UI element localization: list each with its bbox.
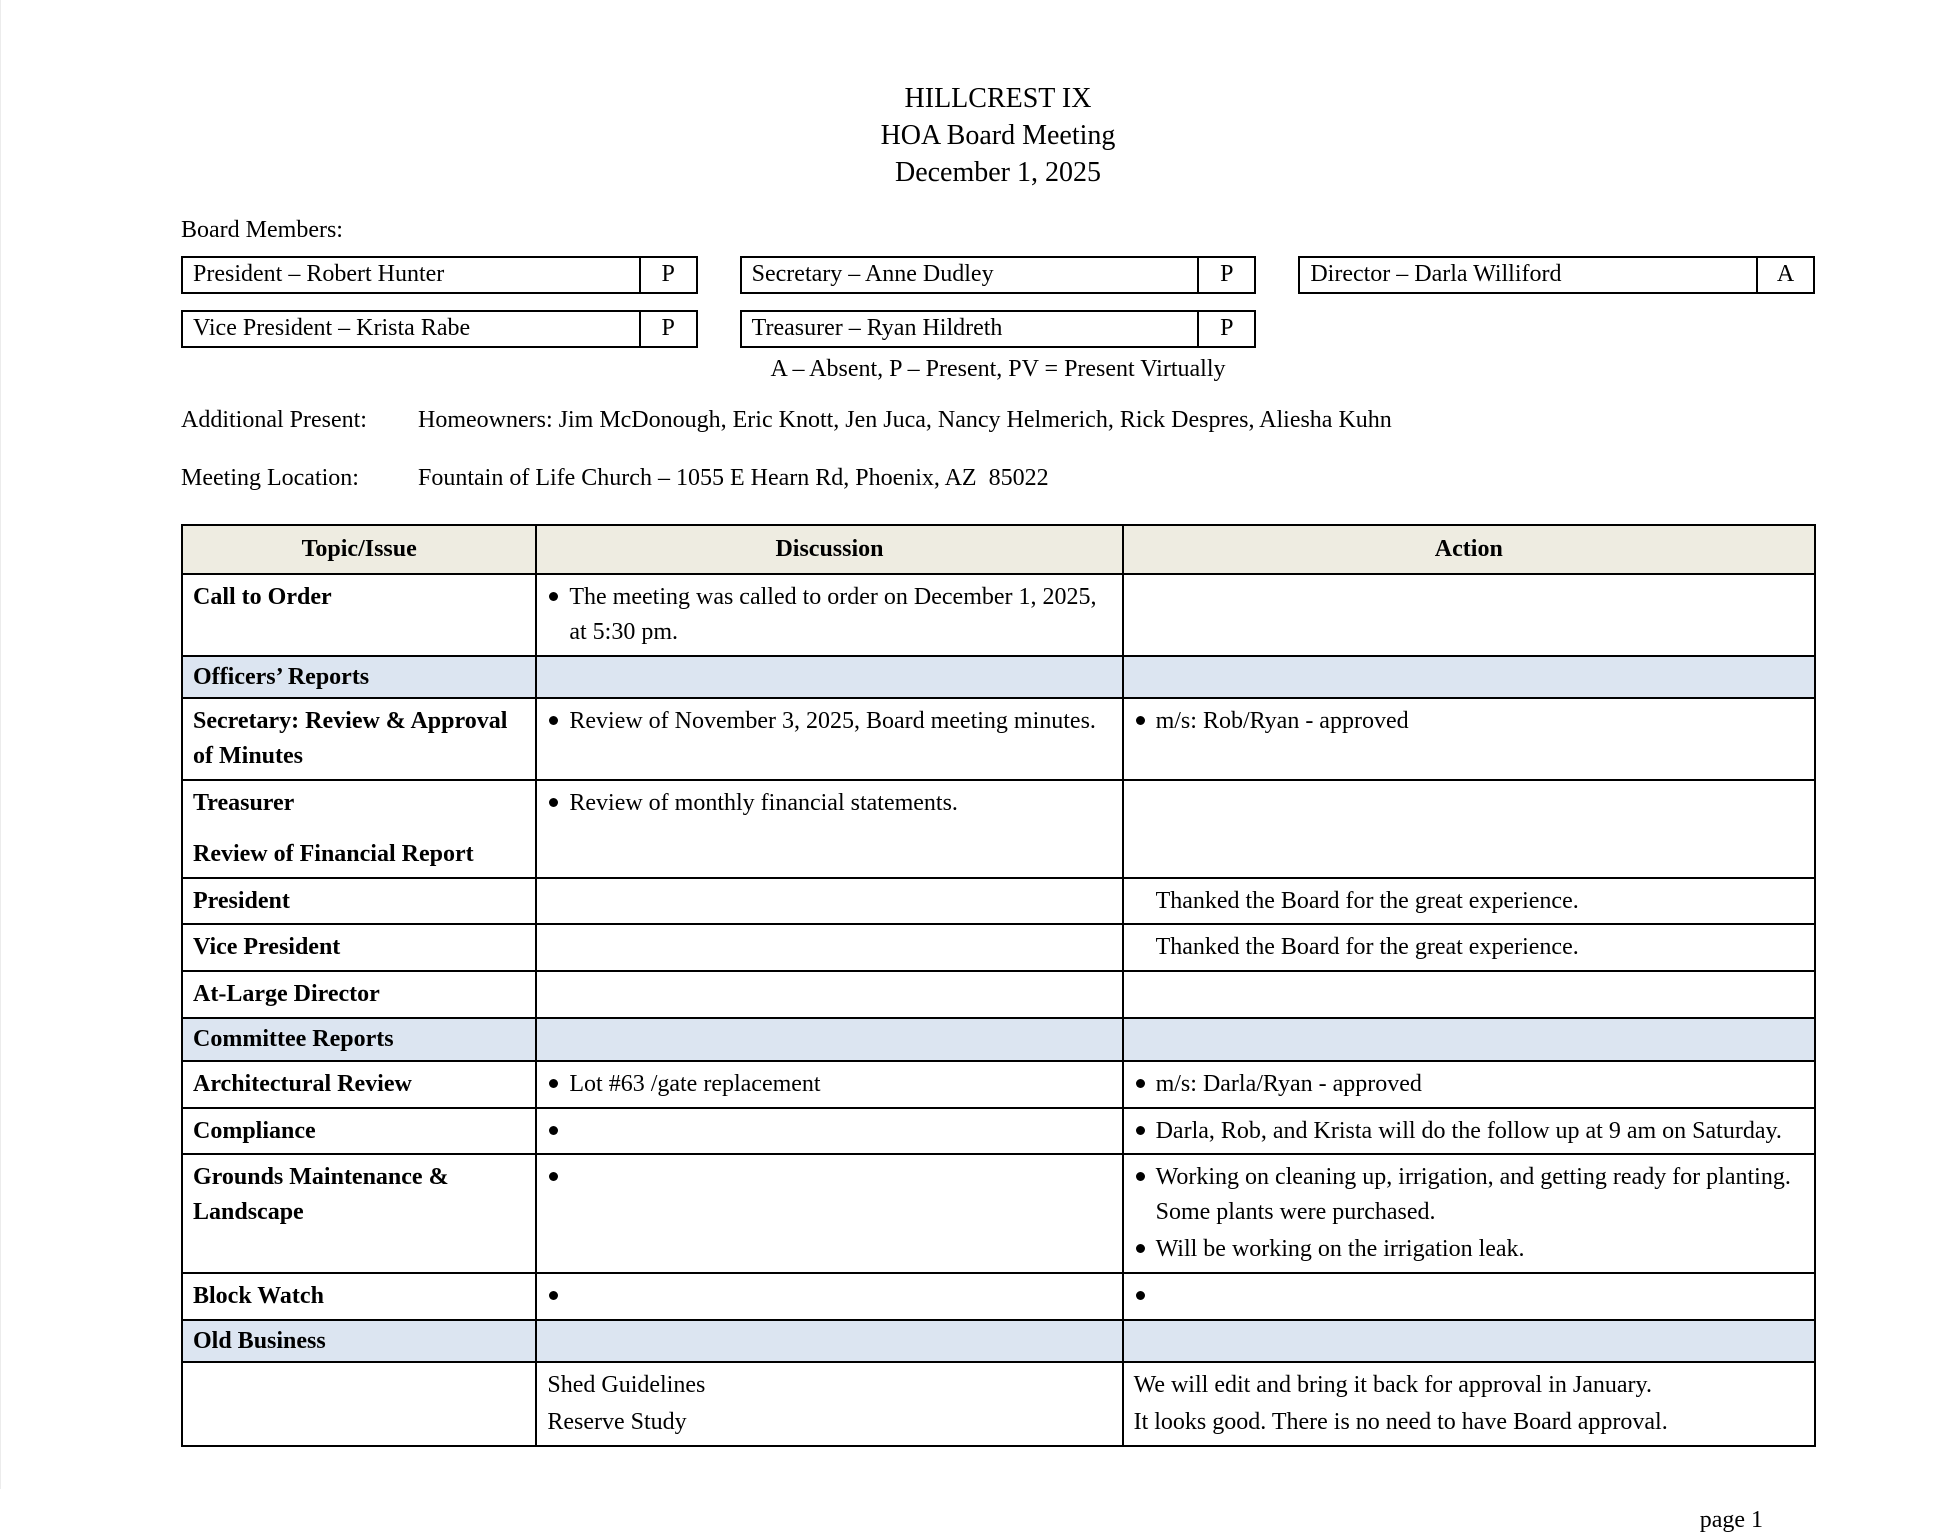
table-row bbox=[182, 971, 1815, 1018]
action-cell bbox=[1123, 1154, 1815, 1272]
table-row bbox=[182, 780, 1815, 878]
board-member-status-badge: P bbox=[1197, 258, 1254, 292]
bullet-icon bbox=[549, 1291, 558, 1300]
table-header-row bbox=[182, 525, 1815, 574]
board-members-grid bbox=[181, 256, 1815, 348]
section-title-cell: Old Business bbox=[182, 1320, 536, 1363]
discussion-bullet-item bbox=[547, 580, 1111, 650]
discussion-text bbox=[569, 1279, 1111, 1314]
discussion-bullet-item bbox=[547, 1160, 1111, 1195]
discussion-bullet-item bbox=[547, 1279, 1111, 1314]
discussion-bullet-item bbox=[547, 1114, 1111, 1149]
topic-cell bbox=[182, 971, 536, 1018]
section-empty-cell bbox=[1123, 1320, 1815, 1363]
board-member-name: Secretary – Anne Dudley bbox=[751, 261, 994, 288]
topic-cell bbox=[182, 1362, 536, 1446]
topic-cell bbox=[182, 1273, 536, 1320]
section-title-cell: Committee Reports bbox=[182, 1018, 536, 1061]
bullet-icon bbox=[1136, 1126, 1145, 1135]
topic-text: Grounds Maintenance & Landscape bbox=[193, 1164, 455, 1226]
header-action: Action bbox=[1123, 525, 1815, 574]
discussion-text bbox=[569, 1160, 1111, 1195]
table-row bbox=[182, 1154, 1815, 1272]
action-text: Will be working on the irrigation leak. bbox=[1155, 1235, 1525, 1262]
discussion-text: The meeting was called to order on December 1, 2025, at 5:30 pm. bbox=[569, 583, 1103, 645]
additional-present-label: Additional Present: bbox=[181, 406, 367, 433]
board-member-status-badge: P bbox=[639, 312, 696, 346]
discussion-text: Review of monthly financial statements. bbox=[569, 789, 958, 816]
discussion-cell bbox=[536, 574, 1122, 656]
action-cell bbox=[1123, 574, 1815, 656]
topic-text: Architectural Review bbox=[193, 1070, 412, 1097]
action-cell bbox=[1123, 924, 1815, 971]
action-text: We will edit and bring it back for approval in January. bbox=[1133, 1372, 1652, 1399]
table-row bbox=[182, 1108, 1815, 1155]
board-member-box bbox=[740, 310, 1257, 348]
topic-cell bbox=[182, 1061, 536, 1108]
discussion-cell bbox=[536, 698, 1122, 780]
bullet-icon bbox=[1136, 1291, 1145, 1300]
action-text: Darla, Rob, and Krista will do the follow up at 9 am on Saturday. bbox=[1155, 1117, 1782, 1144]
action-cell bbox=[1123, 1108, 1815, 1155]
additional-present-line bbox=[181, 403, 1815, 438]
discussion-cell bbox=[536, 1061, 1122, 1108]
section-row bbox=[182, 1018, 1815, 1061]
discussion-cell bbox=[536, 971, 1122, 1018]
topic-text: Call to Order bbox=[193, 583, 332, 610]
topic-cell bbox=[182, 1108, 536, 1155]
discussion-bullet-item bbox=[547, 786, 1111, 821]
discussion-text: Lot #63 /gate replacement bbox=[569, 1070, 821, 1097]
section-row bbox=[182, 656, 1815, 699]
board-member-box bbox=[1298, 256, 1815, 294]
bullet-icon bbox=[1136, 1079, 1145, 1088]
section-empty-cell bbox=[1123, 656, 1815, 699]
action-bullet-item bbox=[1134, 704, 1804, 739]
action-bullet-item bbox=[1134, 1160, 1804, 1230]
action-text: m/s: Darla/Ryan - approved bbox=[1155, 1070, 1422, 1097]
board-member-box bbox=[740, 256, 1257, 294]
topic-cell bbox=[182, 924, 536, 971]
discussion-cell bbox=[536, 878, 1122, 925]
action-cell bbox=[1123, 1061, 1815, 1108]
board-member-name: Director – Darla Williford bbox=[1310, 261, 1562, 288]
page-number: page 1 bbox=[1699, 1506, 1763, 1533]
action-cell bbox=[1123, 1362, 1815, 1446]
bullet-icon bbox=[549, 592, 558, 601]
section-title-cell: Officers’ Reports bbox=[182, 656, 536, 699]
discussion-cell bbox=[536, 780, 1122, 878]
board-member-status-badge: A bbox=[1756, 258, 1813, 292]
bullet-icon bbox=[1136, 1244, 1145, 1253]
meeting-location-value: Fountain of Life Church – 1055 E Hearn Rd, Phoenix, AZ 85022 bbox=[418, 465, 1049, 492]
discussion-text: Review of November 3, 2025, Board meeting minutes. bbox=[569, 708, 1096, 735]
attendance-legend: A – Absent, P – Present, PV = Present Virtually bbox=[770, 355, 1226, 382]
table-row bbox=[182, 698, 1815, 780]
topic-text: Review of Financial Report bbox=[193, 840, 474, 867]
section-empty-cell bbox=[1123, 1018, 1815, 1061]
bullet-icon bbox=[549, 1126, 558, 1135]
topic-text: Vice President bbox=[193, 934, 341, 961]
board-members-label: Board Members: bbox=[181, 217, 343, 243]
action-text: Thanked the Board for the great experience. bbox=[1155, 887, 1579, 914]
table-row bbox=[182, 1362, 1815, 1446]
meeting-location-label: Meeting Location: bbox=[181, 465, 359, 492]
topic-cell bbox=[182, 574, 536, 656]
action-cell bbox=[1123, 971, 1815, 1018]
topic-cell bbox=[182, 878, 536, 925]
discussion-cell bbox=[536, 1154, 1122, 1272]
bullet-icon bbox=[1136, 716, 1145, 725]
discussion-text: Reserve Study bbox=[547, 1409, 687, 1436]
board-member-name: President – Robert Hunter bbox=[193, 261, 445, 288]
action-bullet-item bbox=[1134, 1232, 1804, 1267]
action-bullet-item bbox=[1134, 1067, 1804, 1102]
document-title bbox=[181, 80, 1815, 191]
action-cell bbox=[1123, 780, 1815, 878]
table-row bbox=[182, 1273, 1815, 1320]
action-bullet-item bbox=[1134, 1279, 1804, 1314]
section-empty-cell bbox=[536, 656, 1122, 699]
action-cell bbox=[1123, 1273, 1815, 1320]
title-meeting-date: December 1, 2025 bbox=[894, 157, 1102, 188]
table-row bbox=[182, 1061, 1815, 1108]
bullet-icon bbox=[549, 798, 558, 807]
title-meeting-type: HOA Board Meeting bbox=[880, 120, 1116, 151]
action-cell bbox=[1123, 878, 1815, 925]
discussion-cell bbox=[536, 1273, 1122, 1320]
additional-present-value: Homeowners: Jim McDonough, Eric Knott, Jen Juca, Nancy Helmerich, Rick Despres, Aliesha Kuhn bbox=[418, 406, 1392, 433]
action-cell bbox=[1123, 698, 1815, 780]
topic-cell bbox=[182, 780, 536, 878]
topic-cell bbox=[182, 1154, 536, 1272]
board-member-status-badge: P bbox=[639, 258, 696, 292]
bullet-icon bbox=[549, 1172, 558, 1181]
board-member-box bbox=[181, 256, 698, 294]
section-row bbox=[182, 1320, 1815, 1363]
topic-text: Treasurer bbox=[193, 789, 295, 816]
section-empty-cell bbox=[536, 1018, 1122, 1061]
discussion-cell bbox=[536, 1362, 1122, 1446]
header-discussion: Discussion bbox=[536, 525, 1122, 574]
discussion-cell bbox=[536, 924, 1122, 971]
section-empty-cell bbox=[536, 1320, 1122, 1363]
minutes-table bbox=[181, 524, 1816, 1447]
bullet-icon bbox=[549, 1079, 558, 1088]
board-member-box bbox=[181, 310, 698, 348]
topic-text: Block Watch bbox=[193, 1282, 324, 1309]
bullet-icon bbox=[549, 716, 558, 725]
action-text: Thanked the Board for the great experience. bbox=[1155, 934, 1579, 961]
action-text: It looks good. There is no need to have Board approval. bbox=[1133, 1409, 1668, 1436]
title-organization: HILLCREST IX bbox=[904, 83, 1092, 114]
discussion-bullet-item bbox=[547, 1067, 1111, 1102]
topic-cell bbox=[182, 698, 536, 780]
discussion-cell bbox=[536, 1108, 1122, 1155]
table-row bbox=[182, 574, 1815, 656]
discussion-text: Shed Guidelines bbox=[547, 1372, 706, 1399]
meeting-location-line bbox=[181, 461, 1815, 496]
table-row bbox=[182, 924, 1815, 971]
header-topic-issue: Topic/Issue bbox=[182, 525, 536, 574]
action-text: Working on cleaning up, irrigation, and getting ready for planting. Some plants were purchased. bbox=[1155, 1164, 1797, 1226]
action-text: m/s: Rob/Ryan - approved bbox=[1155, 708, 1409, 735]
bullet-icon bbox=[1136, 1172, 1145, 1181]
action-text bbox=[1156, 1279, 1804, 1314]
topic-text: President bbox=[193, 887, 290, 914]
topic-text: At-Large Director bbox=[193, 981, 380, 1008]
table-row bbox=[182, 878, 1815, 925]
topic-text: Secretary: Review & Approval of Minutes bbox=[193, 708, 514, 770]
board-member-name: Treasurer – Ryan Hildreth bbox=[751, 315, 1003, 342]
discussion-bullet-item bbox=[547, 704, 1111, 739]
discussion-text bbox=[569, 1114, 1111, 1149]
board-member-status-badge: P bbox=[1197, 312, 1254, 346]
action-bullet-item bbox=[1134, 1114, 1804, 1149]
topic-text: Compliance bbox=[193, 1117, 316, 1144]
board-member-name: Vice President – Krista Rabe bbox=[193, 315, 471, 342]
